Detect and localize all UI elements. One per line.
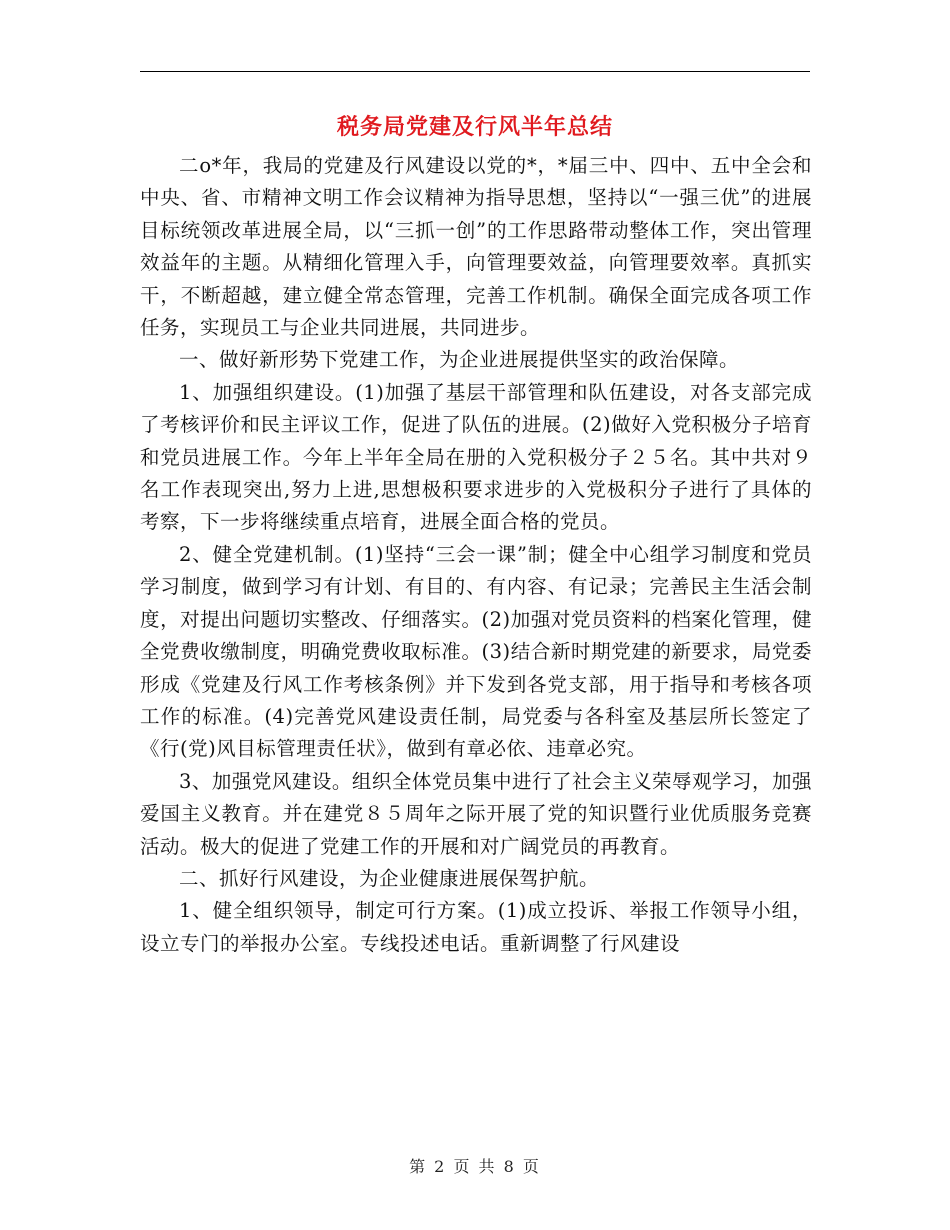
- paragraph-section-1-heading: 一、做好新形势下党建工作，为企业进展提供坚实的政治保障。: [179, 348, 740, 372]
- paragraph-item-1-1: 1、加强组织建设。(1)加强了基层干部管理和队伍建设，对各支部完成了考核评价和民主评议工作，促进了队伍的进展。(2)做好入党积极分子培育和党员进展工作。今年上半年全局在册的入党积极分子２５名。其中共对９名工作表现突出,努力上进,思想极积要求进步的入党极积分子进行了具体的考察，下一步将继续重点培育，进展全面合格的党员。: [140, 380, 812, 534]
- paragraph-item-2-1: 1、健全组织领导，制定可行方案。(1)成立投诉、举报工作领导小组，设立专门的举报办公室。专线投述电话。重新调整了行风建设: [140, 899, 812, 955]
- document-title: 税务局党建及行风半年总结: [336, 114, 613, 140]
- header-rule: [140, 71, 810, 72]
- paragraph-item-1-2: 2、健全党建机制。(1)坚持“三会一课”制；健全中心组学习制度和党员学习制度，做到学习有计划、有目的、有内容、有记录；完善民主生活会制度，对提出问题切实整改、仔细落实。(2)加强对党员资料的档案化管理，健全党费收缴制度，明确党费收取标准。(3)结合新时期党建的新要求，局党委形成《党建及行风工作考核条例》并下发到各党支部，用于指导和考核各项工作的标准。(4)完善党风建设责任制，局党委与各科室及基层所长签定了《行(党)风目标管理责任状》，做到有章必依、违章必究。: [140, 542, 812, 761]
- paragraph-section-2-heading: 二、抓好行风建设，为企业健康进展保驾护航。: [179, 866, 600, 890]
- page-number-footer: 第 2 页 共 8 页: [409, 1157, 541, 1176]
- paragraph-intro: 二o*年，我局的党建及行风建设以党的*，*届三中、四中、五中全会和中央、省、市精神文明工作会议精神为指导思想，坚持以“一强三优”的进展目标统领改革进展全局，以“三抓一创”的工作思路带动整体工作，突出管理效益年的主题。从精细化管理入手，向管理要效益，向管理要效率。真抓实干，不断超越，建立健全常态管理，完善工作机制。确保全面完成各项工作任务，实现员工与企业共同进展，共同进步。: [140, 154, 812, 340]
- paragraph-item-1-3: 3、加强党风建设。组织全体党员集中进行了社会主义荣辱观学习，加强爱国主义教育。并在建党８５周年之际开展了党的知识暨行业优质服务竞赛活动。极大的促进了党建工作的开展和对广阔党员的再教育。: [140, 769, 812, 858]
- document-body: [140, 150, 812, 960]
